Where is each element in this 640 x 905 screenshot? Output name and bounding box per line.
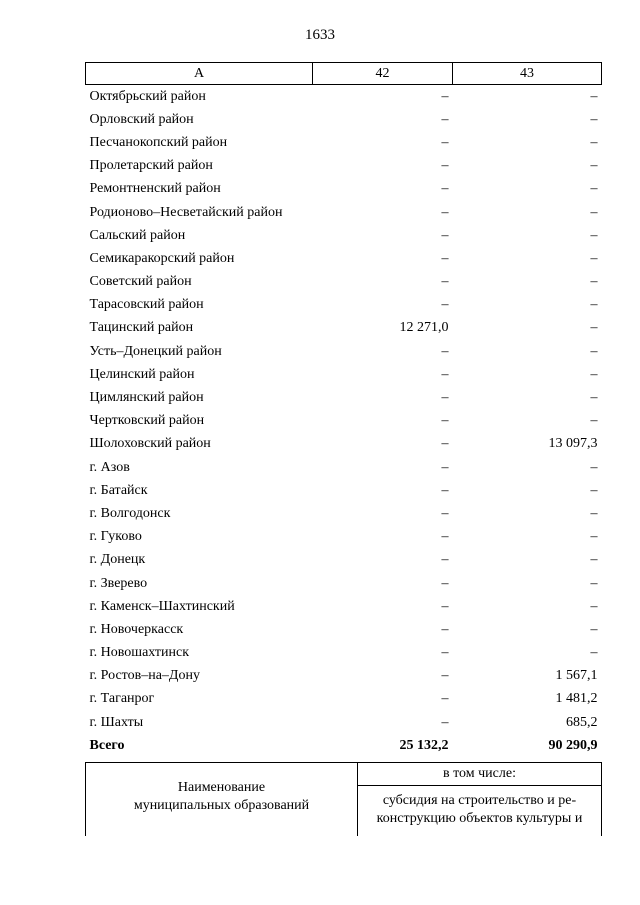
municipal-name-header-line2: муниципальных образований bbox=[133, 798, 310, 813]
table-row bbox=[86, 386, 602, 409]
table-row bbox=[86, 479, 602, 502]
row-value-42: – bbox=[441, 505, 449, 521]
table-row bbox=[86, 688, 602, 711]
table-row bbox=[86, 502, 602, 525]
table-row bbox=[86, 549, 602, 572]
table-row bbox=[86, 595, 602, 618]
row-name: г. Зверево bbox=[89, 575, 148, 591]
row-name: Тарасовский район bbox=[89, 297, 204, 313]
row-value-42: – bbox=[441, 227, 449, 243]
row-name: Песчанокопский район bbox=[89, 134, 228, 150]
data-table bbox=[85, 62, 602, 757]
row-value-42: – bbox=[441, 134, 449, 150]
row-value-42: – bbox=[441, 413, 449, 429]
table-row bbox=[86, 178, 602, 201]
row-value-43: – bbox=[590, 204, 598, 220]
row-name: Шолоховский район bbox=[89, 436, 211, 452]
municipal-name-header bbox=[86, 763, 358, 837]
total-value-43: 90 290,9 bbox=[548, 737, 598, 753]
row-name: г. Новочеркасск bbox=[89, 621, 184, 637]
subsidy-header-line1: субсидия на строительство и ре- bbox=[382, 793, 577, 808]
row-name: г. Новошахтинск bbox=[89, 645, 190, 661]
column-header-43: 43 bbox=[453, 63, 602, 85]
row-value-43: 1 567,1 bbox=[555, 668, 598, 684]
row-value-43: – bbox=[590, 343, 598, 359]
row-value-43: – bbox=[590, 134, 598, 150]
row-value-43: – bbox=[590, 390, 598, 406]
row-value-43: – bbox=[590, 552, 598, 568]
municipal-name-header-line1: Наименование bbox=[177, 780, 266, 795]
row-name: Целинский район bbox=[89, 366, 195, 382]
row-value-43: – bbox=[590, 320, 598, 336]
row-value-42: – bbox=[441, 529, 449, 545]
row-value-43: – bbox=[590, 598, 598, 614]
table-row bbox=[86, 271, 602, 294]
row-value-42: – bbox=[441, 250, 449, 266]
row-name: г. Шахты bbox=[89, 714, 144, 730]
table-row bbox=[86, 665, 602, 688]
subsidy-header bbox=[358, 786, 602, 837]
row-name: г. Азов bbox=[89, 459, 130, 475]
row-value-43: – bbox=[590, 645, 598, 661]
row-name: Цимлянский район bbox=[89, 390, 204, 406]
row-value-43: 1 481,2 bbox=[555, 691, 598, 707]
table-row bbox=[86, 711, 602, 734]
row-value-43: – bbox=[590, 250, 598, 266]
row-name: Орловский район bbox=[89, 111, 194, 127]
row-value-42: – bbox=[441, 668, 449, 684]
row-value-42: – bbox=[441, 274, 449, 290]
table-row bbox=[86, 572, 602, 595]
total-label: Всего bbox=[89, 737, 125, 753]
table-row bbox=[86, 317, 602, 340]
row-value-43: – bbox=[590, 111, 598, 127]
row-value-43: – bbox=[590, 482, 598, 498]
column-header-42: 42 bbox=[313, 63, 453, 85]
row-value-43: – bbox=[590, 621, 598, 637]
row-value-43: – bbox=[590, 459, 598, 475]
row-value-43: 685,2 bbox=[566, 714, 598, 730]
row-name: Чертковский район bbox=[89, 413, 205, 429]
row-name: Усть–Донецкий район bbox=[89, 343, 222, 359]
total-row bbox=[86, 734, 602, 757]
row-value-42: – bbox=[441, 297, 449, 313]
row-value-43: – bbox=[590, 181, 598, 197]
row-value-42: – bbox=[441, 598, 449, 614]
row-name: Сальский район bbox=[89, 227, 186, 243]
row-value-42: – bbox=[441, 111, 449, 127]
row-value-42: – bbox=[441, 366, 449, 382]
row-name: Семикаракорский район bbox=[89, 250, 235, 266]
table-row bbox=[86, 131, 602, 154]
table-row bbox=[86, 85, 602, 109]
row-value-42: – bbox=[441, 436, 449, 452]
row-value-42: – bbox=[441, 482, 449, 498]
total-value-42: 25 132,2 bbox=[399, 737, 449, 753]
row-value-42: – bbox=[441, 645, 449, 661]
table-row bbox=[86, 526, 602, 549]
row-value-43: – bbox=[590, 366, 598, 382]
in-total-header: в том числе: bbox=[358, 763, 602, 786]
row-name: г. Таганрог bbox=[89, 691, 155, 707]
row-value-43: – bbox=[590, 227, 598, 243]
page-number: 1633 bbox=[305, 27, 335, 43]
row-name: г. Каменск–Шахтинский bbox=[89, 598, 235, 614]
table-row bbox=[86, 642, 602, 665]
row-name: Октябрьский район bbox=[89, 88, 206, 104]
row-value-42: – bbox=[441, 552, 449, 568]
row-value-43: – bbox=[590, 297, 598, 313]
table-row bbox=[86, 224, 602, 247]
row-name: Родионово–Несветайский район bbox=[89, 204, 283, 220]
row-value-42: – bbox=[441, 621, 449, 637]
next-table-header bbox=[85, 762, 602, 836]
row-value-43: – bbox=[590, 413, 598, 429]
row-value-42: 12 271,0 bbox=[399, 320, 449, 336]
table-row bbox=[86, 247, 602, 270]
row-value-42: – bbox=[441, 714, 449, 730]
table-row bbox=[86, 340, 602, 363]
row-value-43: – bbox=[590, 505, 598, 521]
row-value-43: – bbox=[590, 88, 598, 104]
table-row bbox=[86, 618, 602, 641]
table-row bbox=[86, 155, 602, 178]
table-body bbox=[86, 85, 602, 735]
row-value-43: – bbox=[590, 158, 598, 174]
row-value-43: – bbox=[590, 529, 598, 545]
row-value-42: – bbox=[441, 158, 449, 174]
column-header-a: А bbox=[86, 63, 313, 85]
row-value-42: – bbox=[441, 390, 449, 406]
table-row bbox=[86, 201, 602, 224]
row-name: г. Батайск bbox=[89, 482, 148, 498]
row-value-42: – bbox=[441, 575, 449, 591]
row-name: г. Гуково bbox=[89, 529, 142, 545]
row-value-42: – bbox=[441, 181, 449, 197]
table-row bbox=[86, 108, 602, 131]
row-name: г. Волгодонск bbox=[89, 505, 171, 521]
row-name: Тацинский район bbox=[89, 320, 194, 336]
row-name: Ремонтненский район bbox=[89, 181, 221, 197]
row-value-42: – bbox=[441, 204, 449, 220]
table-row bbox=[86, 433, 602, 456]
table-row bbox=[86, 410, 602, 433]
row-value-43: – bbox=[590, 575, 598, 591]
row-name: г. Донецк bbox=[89, 552, 146, 568]
row-value-42: – bbox=[441, 459, 449, 475]
row-name: Пролетарский район bbox=[89, 158, 213, 174]
row-name: г. Ростов–на–Дону bbox=[89, 668, 200, 684]
table-header-row bbox=[86, 63, 602, 85]
row-value-43: 13 097,3 bbox=[548, 436, 598, 452]
row-value-42: – bbox=[441, 691, 449, 707]
table-row bbox=[86, 456, 602, 479]
row-value-42: – bbox=[441, 343, 449, 359]
row-value-43: – bbox=[590, 274, 598, 290]
table-row bbox=[86, 294, 602, 317]
subsidy-header-line2: конструкцию объектов культуры и bbox=[376, 811, 583, 826]
row-value-42: – bbox=[441, 88, 449, 104]
row-name: Советский район bbox=[89, 274, 192, 290]
table-row bbox=[86, 363, 602, 386]
